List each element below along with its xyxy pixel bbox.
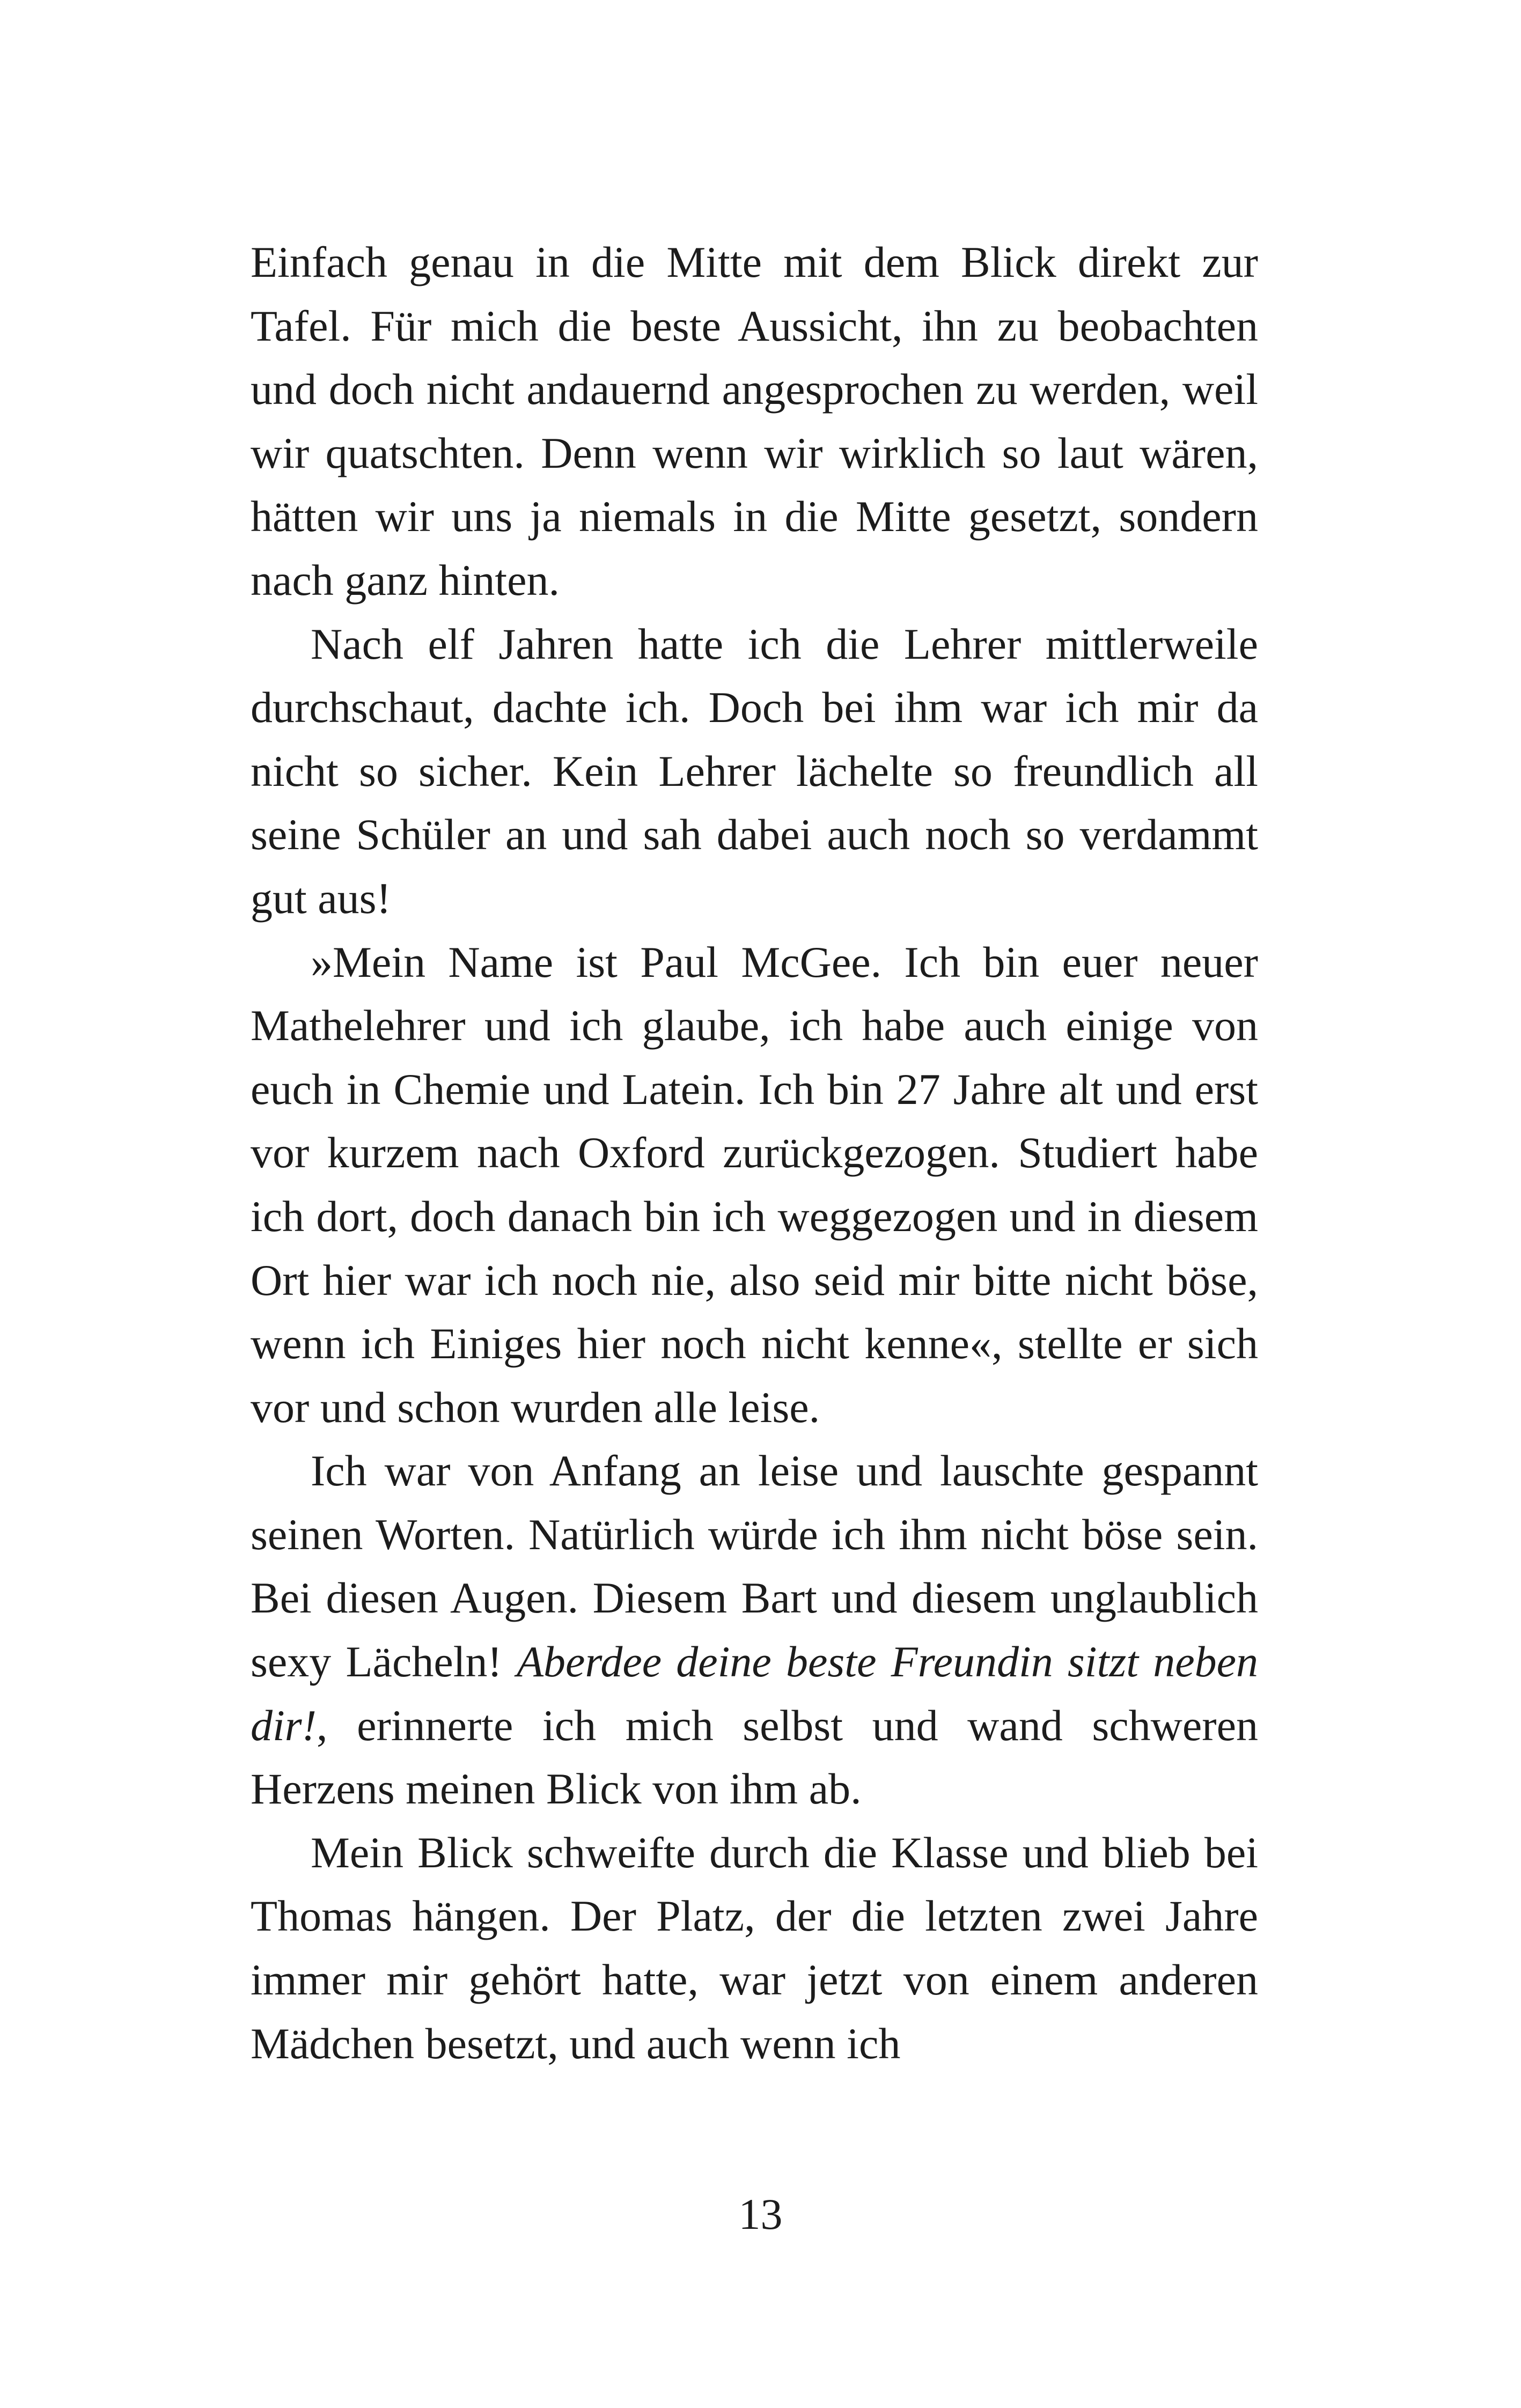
page-number: 13 bbox=[738, 2190, 783, 2238]
paragraph-3-text: »Mein Name ist Paul McGee. Ich bin euer neuer Mathelehrer und ich glaube, ich habe auch einige von euch in Chemie und Latein. Ich bin 27 Jahre alt und erst vor kurzem nach Oxford zurückgezogen. Studiert habe ich dort, doch danach bin ich weggezogen und in diesem Ort hier war ich noch nie, also seid mir bitte nicht böse, wenn ich Einiges hier noch nicht kenne«, stellte er sich vor und schon wurden alle leise. bbox=[251, 937, 1258, 1432]
paragraph-3 bbox=[251, 931, 1258, 1440]
paragraph-1 bbox=[251, 231, 1258, 613]
paragraph-4-text-end: , erinnerte ich mich selbst und wand schweren Herzens meinen Blick von ihm ab. bbox=[251, 1700, 1258, 1814]
paragraph-4-text-start: Ich war von Anfang an leise und lauschte gespannt seinen Worten. Natürlich würde ich ihm nicht böse sein. Bei diesen Augen. Diesem Bart und diesem unglaublich sexy Lächeln! bbox=[251, 1446, 1258, 1687]
paragraph-4 bbox=[251, 1439, 1258, 1821]
paragraph-5-text: Mein Blick schweifte durch die Klasse und blieb bei Thomas hängen. Der Platz, der die letzten zwei Jahre immer mir gehört hatte, war jetzt von einem anderen Mädchen besetzt, und auch wenn ich bbox=[251, 1828, 1258, 2068]
paragraph-2-text: Nach elf Jahren hatte ich die Lehrer mittlerweile durchschaut, dachte ich. Doch bei ihm war ich mir da nicht so sicher. Kein Lehrer lächelte so freundlich all seine Schüler an und sah dabei auch noch so verdammt gut aus! bbox=[251, 619, 1258, 923]
body-text bbox=[251, 231, 1258, 2075]
paragraph-5 bbox=[251, 1821, 1258, 2075]
paragraph-4-italic-thought: Aberdee deine beste Freundin sitzt neben dir! bbox=[251, 1637, 1259, 1750]
paragraph-1-text: Einfach genau in die Mitte mit dem Blick direkt zur Tafel. Für mich die beste Aussicht, ihn zu beobachten und doch nicht andauernd angesprochen zu werden, weil wir quatschten. Denn wenn wir wirklich so laut wären, hätten wir uns ja niemals in die Mitte gesetzt, sondern nach ganz hinten. bbox=[251, 238, 1258, 605]
paragraph-2 bbox=[251, 613, 1258, 931]
